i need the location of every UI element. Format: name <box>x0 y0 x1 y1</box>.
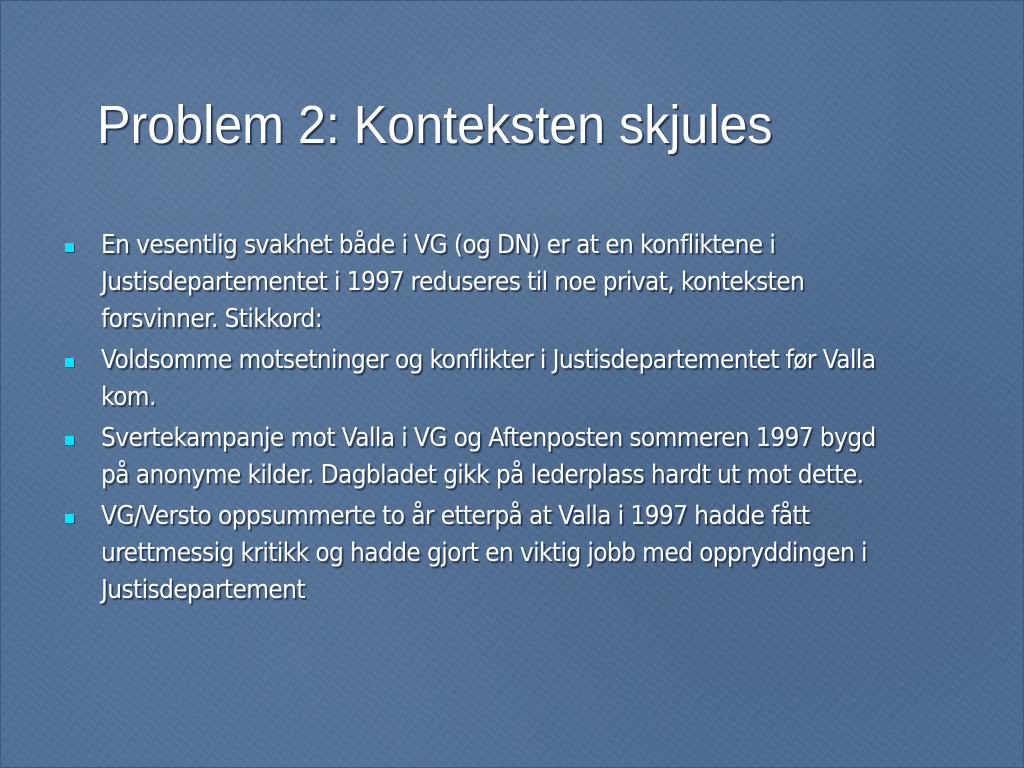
bullet-text: Svertekampanje mot Valla i VG og Aftenposten sommeren 1997 bygd på anonyme kilder. Dagbladet gikk på lederplass hardt ut mot dette. <box>101 423 876 490</box>
bullet-item <box>61 498 981 609</box>
square-bullet-icon <box>65 358 74 367</box>
slide-title: Problem 2: Konteksten skjules <box>97 95 773 155</box>
square-bullet-icon <box>65 514 74 523</box>
bullet-text: En vesentlig svakhet både i VG (og DN) er at en konfliktene i Justisdepartementet i 1997 reduseres til noe privat, konteksten forsvinner. Stikkord: <box>101 230 805 334</box>
square-bullet-icon <box>65 243 74 252</box>
bullet-item <box>61 227 981 338</box>
bullet-item <box>61 342 981 416</box>
bullet-text: Voldsomme motsetninger og konflikter i Justisdepartementet før Valla kom. <box>101 345 876 412</box>
square-bullet-icon <box>65 436 74 445</box>
bullet-list <box>61 227 981 613</box>
bullet-text: VG/Versto oppsummerte to år etterpå at Valla i 1997 hadde fått urettmessig kritikk og hadde gjort en viktig jobb med oppryddingen i Justisdepartement <box>101 501 867 605</box>
bullet-item <box>61 420 981 494</box>
